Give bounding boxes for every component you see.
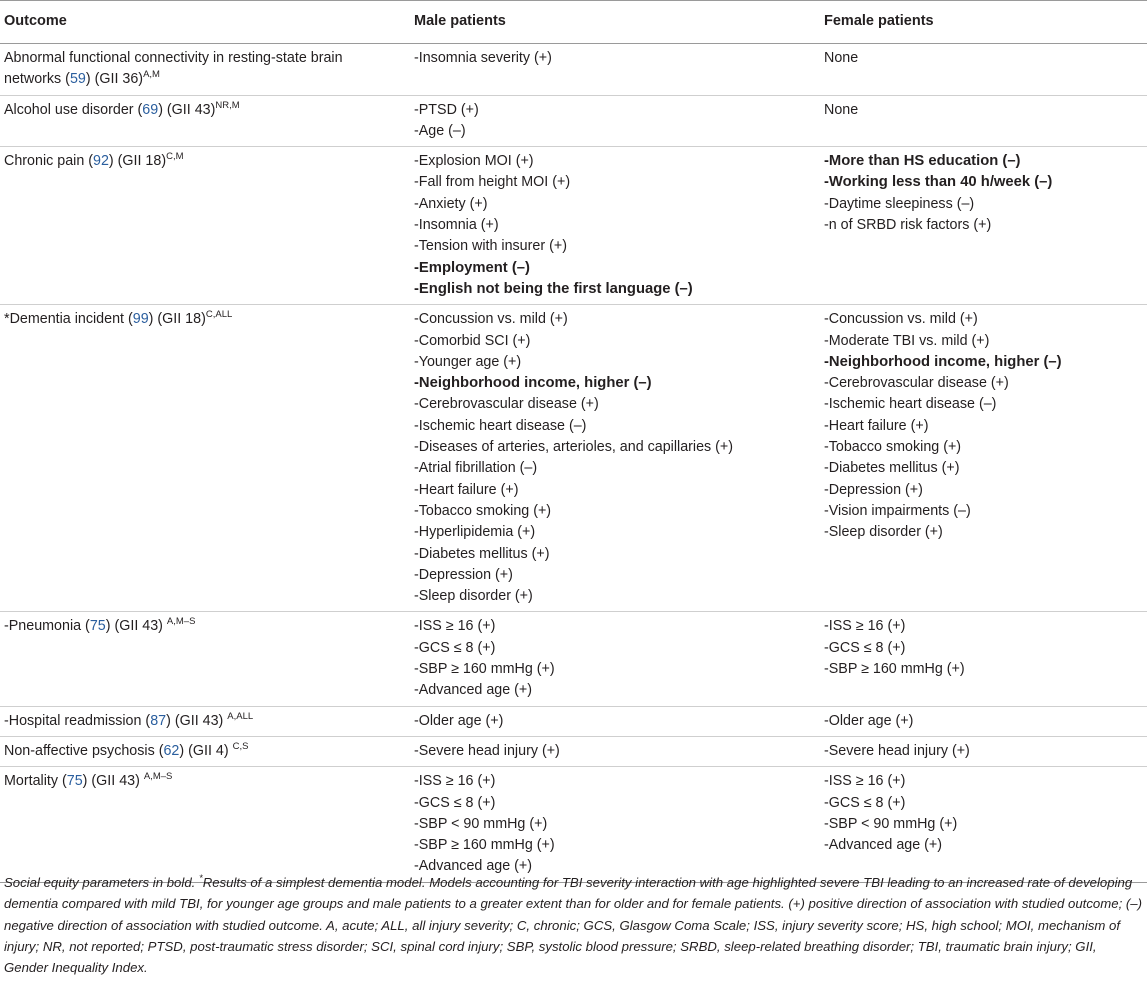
outcome-superscript: C,ALL — [205, 309, 233, 321]
outcome-label — [4, 771, 406, 792]
female-patients-cell — [820, 706, 1147, 736]
outcome-text: Chronic pain ( — [4, 153, 93, 170]
list-item: -Daytime sleepiness (–) — [824, 195, 975, 212]
female-patients-cell — [820, 767, 1147, 882]
list-item: -Insomnia severity (+) — [414, 50, 552, 66]
outcome-gii: ) (GII 18) — [148, 311, 206, 328]
table-row — [0, 305, 1147, 612]
outcome-text: Mortality ( — [4, 773, 67, 790]
reference-link[interactable]: 92 — [93, 153, 109, 170]
list-item: -Sleep disorder (+) — [824, 524, 943, 541]
reference-link[interactable]: 62 — [163, 742, 180, 759]
outcome-gii: ) (GII 43) — [82, 773, 144, 790]
list-item: -Depression (+) — [824, 481, 923, 498]
outcome-label — [4, 151, 406, 172]
table-body — [0, 44, 1147, 883]
list-item: -Vision impairments (–) — [824, 502, 971, 519]
list-item: -Older age (+) — [414, 712, 504, 729]
outcome-gii: ) (GII 36) — [85, 71, 144, 88]
male-patients-cell — [410, 147, 820, 305]
header-outcome: Outcome — [0, 1, 410, 44]
list-item: -Diabetes mellitus (+) — [414, 545, 550, 562]
outcome-text: -Hospital readmission ( — [4, 712, 151, 729]
header-row — [0, 1, 1147, 44]
list-item: -GCS ≤ 8 (+) — [824, 794, 906, 811]
list-item: -GCS ≤ 8 (+) — [824, 639, 906, 656]
outcome-gii: ) (GII 43) — [158, 101, 216, 118]
outcome-gii: ) (GII 43) — [105, 618, 167, 635]
outcome-gii: ) (GII 4) — [179, 742, 233, 759]
list-item: -PTSD (+) — [414, 101, 479, 118]
list-item: -Concussion vs. mild (+) — [824, 311, 978, 328]
outcome-superscript: A,M–S — [143, 771, 173, 783]
list-item: -Tobacco smoking (+) — [824, 439, 962, 456]
list-item: -English not being the first language (–) — [414, 280, 693, 297]
table-row — [0, 44, 1147, 96]
outcome-superscript: C,M — [166, 151, 184, 163]
outcome-cell — [0, 767, 410, 882]
list-item: -Neighborhood income, higher (–) — [824, 353, 1062, 370]
outcome-superscript: C,S — [232, 740, 249, 752]
outcome-cell — [0, 736, 410, 766]
list-item: -Younger age (+) — [414, 353, 522, 370]
table-footnote — [4, 872, 1143, 978]
outcome-gii: ) (GII 43) — [166, 712, 228, 729]
list-item: -ISS ≥ 16 (+) — [824, 618, 906, 635]
list-item: -n of SRBD risk factors (+) — [824, 217, 992, 234]
outcome-superscript: A,M–S — [166, 616, 196, 628]
male-patients-cell — [410, 305, 820, 612]
list-item: -Explosion MOI (+) — [414, 153, 534, 170]
list-item: -Concussion vs. mild (+) — [414, 311, 568, 328]
female-patients-cell — [820, 736, 1147, 766]
list-item: -SBP < 90 mmHg (+) — [824, 815, 958, 832]
reference-link[interactable]: 59 — [69, 71, 86, 88]
list-item: -Sleep disorder (+) — [414, 588, 533, 605]
list-item: -Working less than 40 h/week (–) — [824, 174, 1053, 191]
outcome-superscript: NR,M — [215, 99, 240, 111]
list-item: -Older age (+) — [824, 712, 914, 729]
male-patients-cell — [410, 95, 820, 147]
outcome-label — [4, 48, 406, 91]
female-patients-cell — [820, 305, 1147, 612]
table-row — [0, 95, 1147, 147]
list-item: -Ischemic heart disease (–) — [824, 396, 997, 413]
header-male-patients: Male patients — [410, 1, 820, 44]
list-item: -Ischemic heart disease (–) — [414, 417, 587, 434]
outcome-superscript: A,M — [143, 69, 160, 81]
list-item: -GCS ≤ 8 (+) — [414, 639, 496, 656]
list-item: -Advanced age (+) — [414, 858, 533, 875]
footnote-asterisk: * — [199, 873, 203, 884]
list-item: -Fall from height MOI (+) — [414, 174, 571, 191]
outcome-text: -Pneumonia ( — [4, 618, 90, 635]
outcome-label — [4, 741, 406, 762]
list-item: -ISS ≥ 16 (+) — [824, 773, 906, 790]
outcome-gii: ) (GII 18) — [108, 153, 167, 170]
outcome-label — [4, 100, 406, 121]
list-item: -SBP ≥ 160 mmHg (+) — [824, 661, 965, 678]
list-item: -Hyperlipidemia (+) — [414, 524, 536, 541]
list-item: -Age (–) — [414, 122, 466, 139]
outcome-label — [4, 309, 406, 330]
list-item: -Tobacco smoking (+) — [414, 502, 552, 519]
list-item: -Diabetes mellitus (+) — [824, 460, 960, 477]
outcome-text: Alcohol use disorder ( — [4, 101, 143, 118]
list-item: -Diseases of arteries, arterioles, and capillaries (+) — [414, 439, 734, 456]
list-item: -Tension with insurer (+) — [414, 238, 567, 255]
female-patients-cell — [820, 95, 1147, 147]
list-item: None — [824, 101, 859, 118]
header-female-patients: Female patients — [820, 1, 1147, 44]
table-row — [0, 706, 1147, 736]
outcome-cell — [0, 305, 410, 612]
list-item: -Employment (–) — [414, 259, 530, 276]
list-item: -Neighborhood income, higher (–) — [414, 375, 652, 392]
list-item: -Cerebrovascular disease (+) — [824, 375, 1009, 392]
male-patients-cell — [410, 612, 820, 706]
footnote-body: Results of a simplest dementia model. Models accounting for TBI severity interaction with age highlighted severe TBI leading to an increased rate of developing dementia compared with mild TBI, for younger age groups and male patients to a greater extent than for older and for female patients. (+) positive direction of association with studied outcome; (–) negative direction of association with studied outcome. A, acute; ALL, all injury severity; C, chronic; GCS, Glasgow Coma Scale; ISS, injury severity score; HS, high school; MOI, mechanism of injury; NR, not reported; PTSD, post-traumatic stress disorder; SCI, spinal cord injury; SBP, systolic blood pressure; SRBD, sleep-related breathing disorder; TBI, traumatic brain injury; GII, Gender Inequality Index. — [4, 875, 1143, 976]
outcome-cell — [0, 95, 410, 147]
list-item: -Moderate TBI vs. mild (+) — [824, 332, 990, 349]
list-item: -Severe head injury (+) — [414, 742, 560, 759]
outcome-cell — [0, 612, 410, 706]
list-item: -Comorbid SCI (+) — [414, 332, 531, 349]
male-patients-cell — [410, 767, 820, 882]
outcome-cell — [0, 147, 410, 305]
footnote-lead: Social equity parameters in bold. — [4, 875, 199, 890]
list-item: -ISS ≥ 16 (+) — [414, 773, 496, 790]
male-patients-cell — [410, 44, 820, 96]
female-patients-cell — [820, 44, 1147, 96]
list-item: -SBP ≥ 160 mmHg (+) — [414, 661, 555, 678]
list-item: -Heart failure (+) — [824, 417, 929, 434]
table-row — [0, 736, 1147, 766]
list-item: -SBP < 90 mmHg (+) — [414, 815, 548, 832]
list-item: -GCS ≤ 8 (+) — [414, 794, 496, 811]
outcome-cell — [0, 706, 410, 736]
reference-link[interactable]: 75 — [66, 773, 83, 790]
list-item: None — [824, 50, 859, 66]
table-row — [0, 612, 1147, 706]
outcome-text: Abnormal functional connectivity in resting-state brain networks ( — [4, 50, 343, 88]
outcome-label — [4, 711, 406, 732]
list-item: -Anxiety (+) — [414, 195, 488, 212]
list-item: -SBP ≥ 160 mmHg (+) — [414, 837, 555, 854]
list-item: -Depression (+) — [414, 566, 513, 583]
table-row — [0, 767, 1147, 882]
reference-link[interactable]: 75 — [89, 618, 106, 635]
list-item: -Cerebrovascular disease (+) — [414, 396, 599, 413]
female-patients-cell — [820, 612, 1147, 706]
table-row — [0, 147, 1147, 305]
female-patients-cell — [820, 147, 1147, 305]
list-item: -Atrial fibrillation (–) — [414, 460, 538, 477]
reference-link[interactable]: 69 — [142, 101, 159, 118]
list-item: -ISS ≥ 16 (+) — [414, 618, 496, 635]
outcome-text: Non-affective psychosis ( — [4, 742, 164, 759]
list-item: -Insomnia (+) — [414, 217, 499, 234]
outcome-superscript: A,ALL — [227, 710, 254, 722]
list-item: -More than HS education (–) — [824, 153, 1021, 170]
reference-link[interactable]: 87 — [150, 712, 167, 729]
reference-link[interactable]: 99 — [132, 311, 149, 328]
male-patients-cell — [410, 706, 820, 736]
list-item: -Advanced age (+) — [824, 837, 943, 854]
list-item: -Advanced age (+) — [414, 682, 533, 699]
male-patients-cell — [410, 736, 820, 766]
list-item: -Severe head injury (+) — [824, 742, 970, 759]
outcome-cell — [0, 44, 410, 96]
outcome-text: *Dementia incident ( — [4, 311, 133, 328]
outcome-label — [4, 616, 406, 637]
list-item: -Heart failure (+) — [414, 481, 519, 498]
